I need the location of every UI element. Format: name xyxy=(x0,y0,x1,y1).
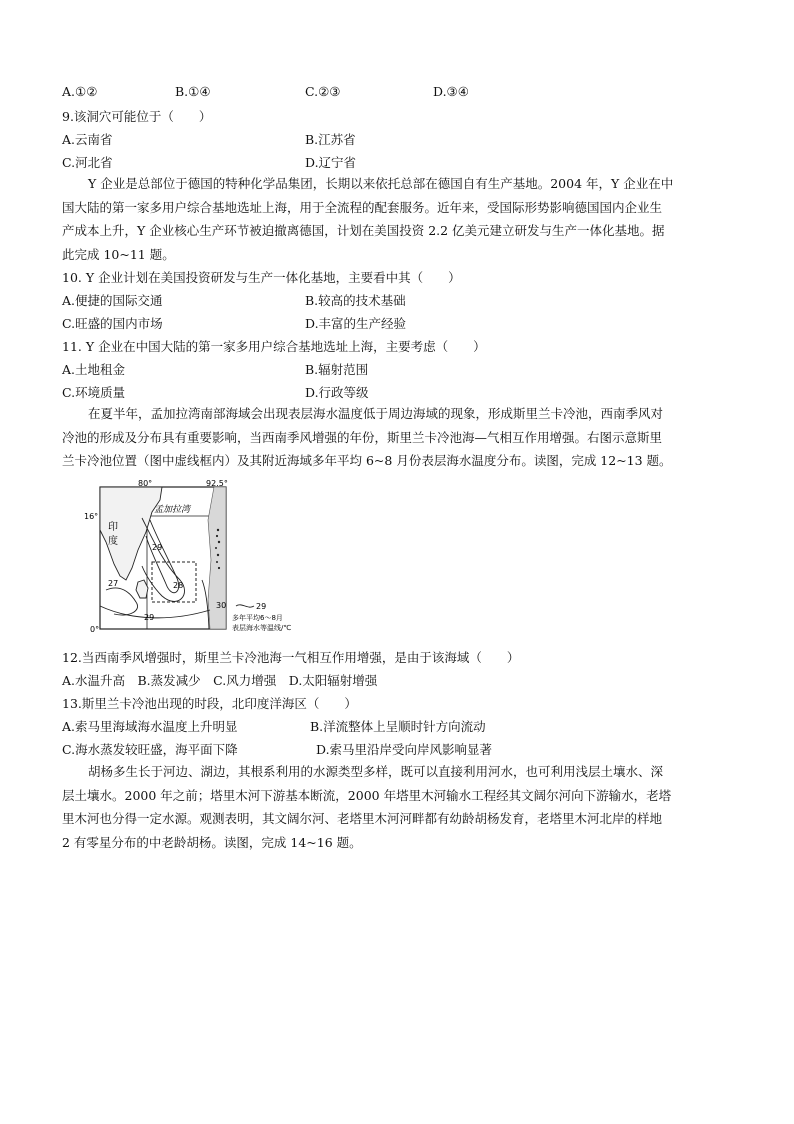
q8-option-d: D.③④ xyxy=(433,84,469,99)
passage-sri-lanka-cold-pool xyxy=(62,402,734,473)
q13-option-d: D.索马里沿岸受向岸风影响显著 xyxy=(316,742,493,757)
q9-stem: 9.该洞穴可能位于（ ） xyxy=(62,109,212,124)
passage-populus-euphratica xyxy=(62,760,734,854)
q10-stem: 10. Y 企业计划在美国投资研发与生产一体化基地，主要看中其（ ） xyxy=(62,270,461,285)
legend-line-1: 多年平均6～8月 xyxy=(232,614,283,622)
passage1-line: 国大陆的第一家多用户综合基地选址上海，用于全流程的配套服务。近年来，受国际形势影响德国国内企业生 xyxy=(62,199,663,215)
q9-option-d: D.辽宁省 xyxy=(305,155,357,170)
passage2-line: 兰卡冷池位置（图中虚线框内）及其附近海域多年平均 6~8 月份表层海水温度分布。读图，完成 12~13 题。 xyxy=(62,453,672,468)
passage2-line: 冷池的形成及分布具有重要影响，当西南季风增强的年份，斯里兰卡冷池海—气相互作用增强。右图示意斯里 xyxy=(62,429,663,445)
q9-option-b: B.江苏省 xyxy=(305,132,356,147)
q12-options: A.水温升高 B.蒸发减少 C.风力增强 D.太阳辐射增强 xyxy=(62,673,378,688)
india-label-1: 印 xyxy=(108,522,118,533)
q8-option-a: A.①② xyxy=(62,84,98,99)
q11-option-a: A.土地租金 xyxy=(62,362,126,377)
q13-option-a: A.索马里海域海水温度上升明显 xyxy=(62,719,238,734)
passage3-line: 里木河也分得一定水源。观测表明，其文阔尔河、老塔里木河河畔都有幼龄胡杨发育，老塔里木河北岸的样地 xyxy=(62,811,663,826)
passage3-line: 2 有零星分布的中老龄胡杨。读图，完成 14~16 题。 xyxy=(62,834,362,850)
q9-option-c: C.河北省 xyxy=(62,155,113,170)
sri-lanka-cold-pool-map xyxy=(80,480,320,636)
q11-stem: 11. Y 企业在中国大陆的第一家多用户综合基地选址上海，主要考虑（ ） xyxy=(62,339,486,354)
q11-option-c: C.环境质量 xyxy=(62,385,126,400)
passage1-line: 此完成 10~11 题。 xyxy=(62,246,175,262)
lon-925-label: 92.5° xyxy=(206,480,228,488)
q8-option-b: B.①④ xyxy=(175,84,211,99)
legend-isotherm-symbol xyxy=(236,605,254,607)
passage1-line: 产成本上升，Y 企业核心生产环节被迫撤离德国，计划在美国投资 2.2 亿美元建立研发与生产一体化基地。据 xyxy=(62,223,665,238)
lat-0-label: 0° xyxy=(90,625,100,634)
q12-stem: 12.当西南季风增强时，斯里兰卡冷池海一气相互作用增强，是由于该海域（ ） xyxy=(62,650,520,665)
passage3-line: 层土壤水。2000 年之前；塔里木河下游基本断流，2000 年塔里木河输水工程经其文阔尔河向下游输水，老塔 xyxy=(62,787,672,803)
legend-line-2: 表层海水等温线/℃ xyxy=(232,624,292,632)
india-label-2: 度 xyxy=(108,536,118,547)
isotherm-28-label: 28 xyxy=(173,581,184,590)
q8-option-c: C.②③ xyxy=(305,84,341,99)
passage2-line: 在夏半年，孟加拉湾南部海域会出现表层海水温度低于周边海域的现象，形成斯里兰卡冷池，西南季风对 xyxy=(88,406,664,421)
passage1-line: Y 企业是总部位于德国的特种化学品集团，长期以来依托总部在德国自有生产基地。2004 年，Y 企业在中 xyxy=(88,176,674,191)
q10-option-a: A.便捷的国际交通 xyxy=(62,293,163,308)
q11-option-d: D.行政等级 xyxy=(305,385,369,400)
q9-option-a: A.云南省 xyxy=(62,132,113,147)
lon-80-label: 80° xyxy=(138,480,153,488)
legend-value: 29 xyxy=(256,602,267,611)
q10-option-b: B.较高的技术基础 xyxy=(305,293,406,308)
isotherm-27-label: 27 xyxy=(108,579,119,588)
q10-option-d: D.丰富的生产经验 xyxy=(305,316,407,331)
lat-16-label: 16° xyxy=(84,512,99,521)
isotherm-30-label: 30 xyxy=(216,601,227,610)
q13-option-c: C.海水蒸发较旺盛，海平面下降 xyxy=(62,742,238,757)
q13-option-b: B.洋流整体上呈顺时针方向流动 xyxy=(310,719,486,734)
bay-of-bengal-label: 孟加拉湾 xyxy=(154,505,191,515)
passage-enterprise-y xyxy=(62,172,734,266)
isotherm-29a-label: 29 xyxy=(152,543,163,552)
isotherm-29b-label: 29 xyxy=(144,613,155,622)
q13-stem: 13.斯里兰卡冷池出现的时段，北印度洋海区（ ） xyxy=(62,696,357,711)
q10-option-c: C.旺盛的国内市场 xyxy=(62,316,163,331)
passage3-line: 胡杨多生长于河边、湖边，其根系利用的水源类型多样，既可以直接利用河水，也可利用浅层土壤水、深 xyxy=(88,764,664,779)
q11-option-b: B.辐射范围 xyxy=(305,362,369,377)
